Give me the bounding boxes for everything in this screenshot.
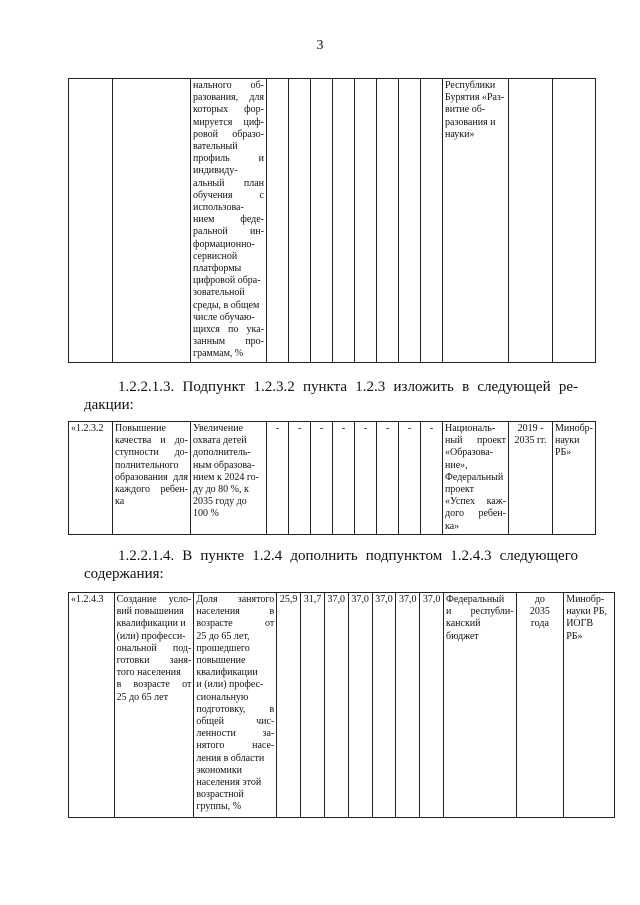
source-line: науки» — [445, 128, 475, 140]
name-line: (или) професси- — [116, 630, 186, 642]
indicator-line: использова- — [193, 202, 244, 214]
indicator-line: занным про- — [193, 336, 264, 348]
indicator-line: индивиду- — [193, 165, 238, 177]
value-cell: - — [421, 422, 443, 535]
source-line: ние», — [445, 459, 468, 471]
indicator-line: 2035 году до — [193, 496, 247, 508]
indicator-line: Увеличение — [193, 423, 244, 434]
name-line: готовки заня- — [116, 655, 192, 667]
name-line: полнительного — [115, 459, 179, 471]
name-cell — [113, 422, 191, 535]
executor-line: РБ» — [566, 630, 583, 642]
name-line: качества и до- — [115, 435, 188, 447]
value-cell: 37,0 — [420, 593, 444, 818]
source-line: ка» — [445, 520, 460, 532]
indicator-line: сервисной — [193, 250, 238, 262]
indicator-line: населения этой — [196, 777, 262, 789]
source-cell — [443, 79, 509, 363]
executor-cell — [553, 79, 596, 363]
indicator-line: которых фор- — [193, 104, 264, 116]
source-line: дого ребен- — [445, 508, 506, 520]
value-cell: 37,0 — [348, 593, 372, 818]
indicator-line: мируется циф- — [193, 116, 264, 128]
source-line: проект — [445, 484, 475, 496]
name-line: Создание усло- — [116, 594, 192, 605]
name-line: ступности до- — [115, 447, 188, 459]
paragraph-1-line1: 1.2.2.1.3. Подпункт 1.2.3.2 пункта 1.2.3 изложить в следующей ре- — [118, 379, 578, 395]
value-cell — [377, 79, 399, 363]
executor-line: РБ» — [555, 447, 572, 459]
indicator-line: ленности за- — [196, 728, 275, 740]
value-cell: 37,0 — [396, 593, 420, 818]
indicator-line: ления в области — [196, 752, 265, 764]
value-cell: - — [289, 422, 311, 535]
indicator-line: и (или) профес- — [196, 679, 264, 691]
indicator-line: 25 до 65 лет, — [196, 630, 250, 642]
period-cell — [509, 422, 553, 535]
source-line: Федеральный — [445, 471, 504, 483]
name-line: образования для — [115, 471, 188, 483]
indicator-line: нального об- — [193, 80, 264, 91]
source-line: витие об- — [445, 104, 486, 116]
value-cell: 31,7 — [301, 593, 325, 818]
indicator-line: формационно- — [193, 238, 255, 250]
indicator-line: прошедшего — [196, 642, 250, 654]
indicator-line: щихся по ука- — [193, 324, 264, 336]
value-cell: 37,0 — [324, 593, 348, 818]
value-cell — [267, 79, 289, 363]
indicator-line: 100 % — [193, 508, 219, 520]
indicator-line: Доля занятого — [196, 594, 275, 605]
value-cell: 25,9 — [277, 593, 301, 818]
name-line: того населения — [116, 667, 181, 679]
value-cell: 37,0 — [372, 593, 396, 818]
name-line: каждого ребен- — [115, 484, 188, 496]
code-cell: «1.2.3.2 — [69, 422, 113, 535]
indicator-line: платформы — [193, 263, 242, 275]
name-line: Повышение — [115, 423, 166, 434]
executor-cell — [553, 422, 596, 535]
value-cell: - — [311, 422, 333, 535]
period-line: 2035 гг. — [514, 435, 547, 447]
indicator-line: ду до 80 %, к — [193, 484, 249, 496]
indicator-line: вательный — [193, 141, 238, 153]
value-cell — [289, 79, 311, 363]
source-line: Националь- — [445, 423, 496, 434]
value-cell — [311, 79, 333, 363]
indicator-line: среды, в общем — [193, 299, 260, 311]
indicator-line: ным образова- — [193, 459, 255, 471]
paragraph-2-line1: 1.2.2.1.4. В пункте 1.2.4 дополнить подпунктом 1.2.4.3 следующего — [118, 548, 578, 564]
paragraph-1 — [84, 378, 578, 414]
period-line: года — [530, 618, 549, 630]
code-cell — [69, 79, 113, 363]
indicator-cell — [194, 593, 277, 818]
indicator-line: сиональную — [196, 691, 249, 703]
indicator-line: нием к 2024 го- — [193, 471, 260, 483]
indicator-line: охвата детей — [193, 435, 247, 447]
code-cell: «1.2.4.3 — [69, 593, 115, 818]
period-line: до — [534, 594, 545, 605]
value-cell — [355, 79, 377, 363]
period-line: 2019 - — [517, 423, 544, 434]
source-line: Бурятия «Раз- — [445, 92, 505, 104]
source-line: канский — [446, 618, 481, 630]
indicator-cell — [191, 422, 267, 535]
source-line: Федеральный — [446, 594, 505, 605]
value-cell: - — [333, 422, 355, 535]
source-line: ный проект — [445, 435, 506, 447]
name-line: в возрасте от — [116, 679, 192, 691]
period-cell — [509, 79, 553, 363]
executor-line: науки — [555, 435, 580, 447]
source-line: бюджет — [446, 630, 479, 642]
name-line: ональной под- — [116, 642, 192, 654]
value-cell — [421, 79, 443, 363]
executor-line: ИОГВ — [566, 618, 594, 630]
name-line: ка — [115, 496, 125, 508]
indicator-line: цифровой обра- — [193, 275, 261, 287]
name-cell — [113, 79, 191, 363]
period-cell — [516, 593, 564, 818]
indicator-line: нятого насе- — [196, 740, 275, 752]
value-cell — [399, 79, 421, 363]
indicator-line: повышение — [196, 655, 246, 667]
indicator-line: числе обучаю- — [193, 311, 255, 323]
paragraph-2-line2: содержания: — [84, 566, 164, 582]
page-number: 3 — [316, 38, 324, 53]
indicator-line: обучения с — [193, 189, 264, 201]
executor-cell — [564, 593, 615, 818]
indicator-line: населения в — [196, 606, 275, 618]
indicator-line: возрастной — [196, 789, 244, 801]
indicator-line: ральной ин- — [193, 226, 264, 238]
indicator-line: разования, для — [193, 92, 264, 104]
period-line: 2035 — [529, 606, 550, 618]
indicator-line: дополнитель- — [193, 447, 251, 459]
indicator-line: зовательной — [193, 287, 245, 299]
indicator-line: профиль и — [193, 153, 264, 165]
indicator-line: ровой образо- — [193, 128, 264, 140]
name-line: вий повышения — [116, 606, 184, 618]
value-cell: - — [377, 422, 399, 535]
table-1-2-4-3 — [68, 592, 615, 818]
indicator-line: нием феде- — [193, 214, 264, 226]
source-line: Республики — [445, 80, 496, 91]
executor-line: Минобр- — [566, 594, 605, 605]
name-line: 25 до 65 лет — [116, 691, 168, 703]
source-cell — [443, 422, 509, 535]
indicator-line: квалификации — [196, 667, 258, 679]
indicator-line: альный план — [193, 177, 264, 189]
indicator-line: возрасте от — [196, 618, 275, 630]
paragraph-2 — [84, 547, 578, 583]
value-cell — [333, 79, 355, 363]
indicator-cell — [191, 79, 267, 363]
source-line: разования и — [445, 116, 496, 128]
value-cell: - — [355, 422, 377, 535]
indicator-line: граммам, % — [193, 348, 244, 360]
executor-line: Минобр- — [555, 423, 594, 434]
name-line: квалификации и — [116, 618, 186, 630]
source-line: «Успех каж- — [445, 496, 506, 508]
value-cell: - — [399, 422, 421, 535]
indicator-line: подготовку, в — [196, 703, 275, 715]
indicator-line: группы, % — [196, 801, 242, 813]
paragraph-1-line2: дакции: — [84, 397, 134, 413]
indicator-line: общей чис- — [196, 716, 275, 728]
value-cell: - — [267, 422, 289, 535]
table-1-2-3-2 — [68, 421, 596, 535]
name-cell — [114, 593, 194, 818]
executor-line: науки РБ, — [566, 606, 607, 618]
table-top — [68, 78, 596, 363]
source-line: и республи- — [446, 606, 514, 618]
source-line: «Образова- — [445, 447, 493, 459]
source-cell — [444, 593, 517, 818]
indicator-line: экономики — [196, 764, 243, 776]
